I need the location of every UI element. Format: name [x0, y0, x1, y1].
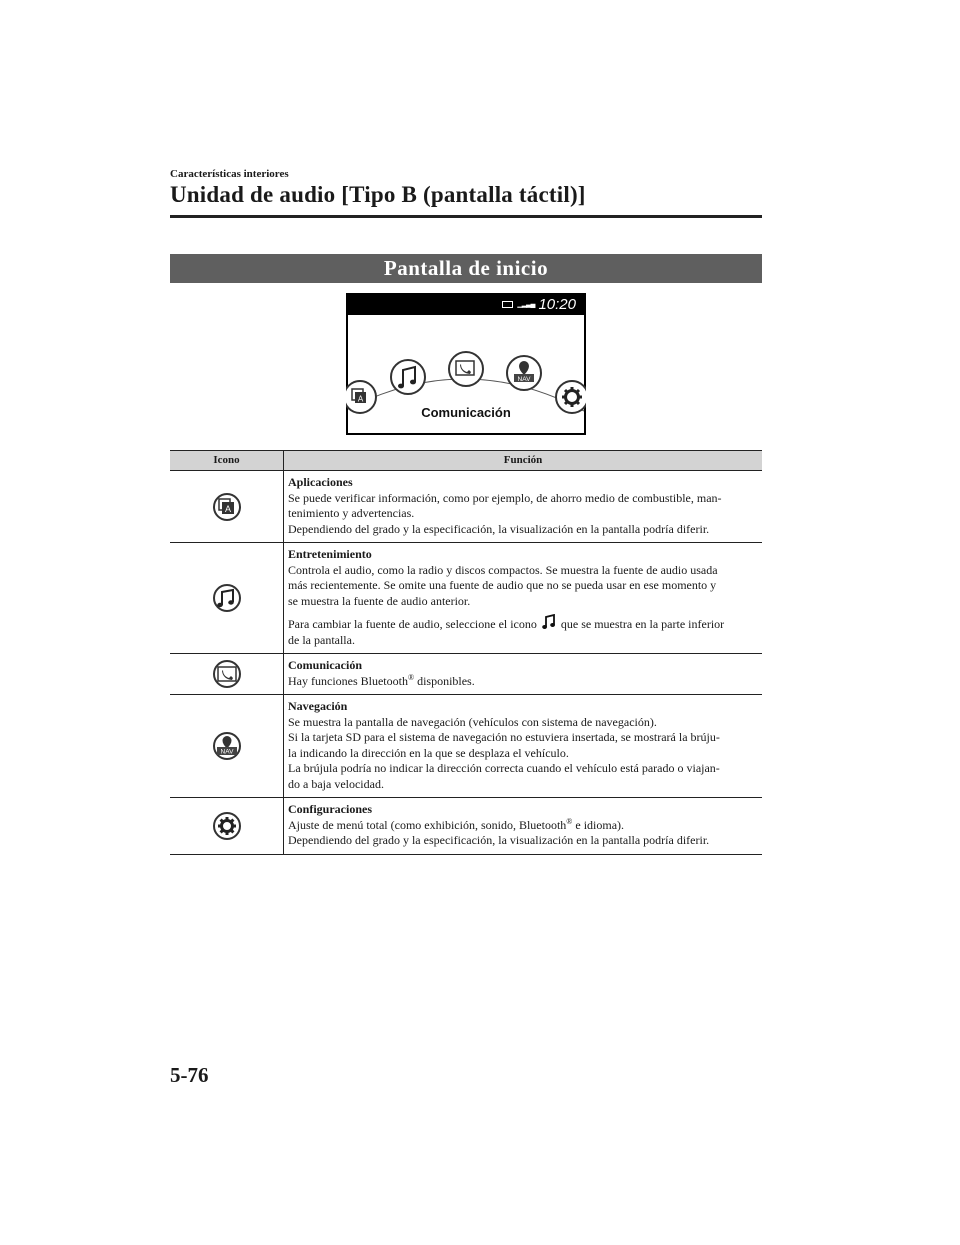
settings-gear-icon	[212, 811, 242, 841]
table-row	[170, 471, 762, 543]
navigation-icon	[212, 731, 242, 761]
description-cell	[284, 471, 763, 543]
text-line: Se puede verificar información, como por ejemplo, de ahorro medio de combustible, man-	[288, 490, 722, 505]
description-cell	[284, 654, 763, 695]
text-fragment: Hay funciones Bluetooth	[288, 673, 408, 688]
svg-text:A: A	[357, 394, 364, 404]
music-note-icon	[391, 360, 425, 394]
table-row	[170, 543, 762, 654]
phone-icon	[449, 352, 483, 386]
title-rule	[170, 215, 762, 218]
icon-cell	[170, 471, 284, 543]
text-line: se muestra la fuente de audio anterior.	[288, 593, 471, 608]
registered-mark: ®	[407, 672, 415, 682]
text-line: tenimiento y advertencias.	[288, 506, 415, 520]
screen-caption: Comunicación	[421, 405, 511, 420]
note-text: Para cambiar la fuente de audio, seleccione el icono	[288, 617, 537, 631]
text-line: Dependiendo del grado y la especificación, la visualización en la pantalla podría diferir.	[288, 521, 710, 536]
note-text: de la pantalla.	[288, 632, 355, 647]
row-title: Comunicación	[288, 658, 363, 672]
text-line	[288, 674, 758, 690]
table-row	[170, 695, 762, 798]
description-cell	[284, 543, 763, 654]
music-note-icon	[212, 583, 242, 613]
svg-text:A: A	[224, 503, 231, 514]
row-title: Configuraciones	[288, 802, 372, 816]
section-label: Características interiores	[170, 168, 289, 180]
text-fragment: Ajuste de menú total (como exhibición, sonido, Bluetooth	[288, 817, 567, 832]
note-paragraph	[288, 614, 758, 648]
page-number: 5-76	[170, 1063, 209, 1087]
column-header-icon: Icono	[170, 451, 284, 471]
svg-text:NAV: NAV	[220, 748, 233, 756]
row-title: Entretenimiento	[288, 547, 372, 561]
page-title: Unidad de audio [Tipo B (pantalla táctil)]	[170, 182, 586, 207]
clock-time: 10:20	[538, 295, 576, 313]
row-title: Navegación	[288, 699, 348, 713]
icon-cell	[170, 543, 284, 654]
text-line: Controla el audio, como la radio y discos compactos. Se muestra la fuente de audio usada	[288, 562, 718, 577]
function-table	[170, 450, 762, 855]
music-note-icon	[542, 614, 556, 630]
text-line: la indicando la dirección en la que se desplaza el vehículo.	[288, 745, 569, 760]
text-line: más recientemente. Se omite una fuente de audio que no se pueda usar en ese momento y	[288, 578, 717, 592]
svg-text:NAV: NAV	[517, 376, 531, 383]
icon-cell	[170, 798, 284, 855]
text-fragment: disponibles.	[414, 673, 475, 688]
column-header-function: Función	[284, 451, 763, 471]
text-line: Si la tarjeta SD para el sistema de navegación no estuviera insertada, se mostrará la brúju-	[288, 730, 720, 744]
text-line	[288, 818, 758, 834]
navigation-icon	[507, 356, 541, 390]
note-text: que se muestra en la parte inferior	[560, 617, 725, 631]
text-line: La brújula podría no indicar la dirección correcta cuando el vehículo está parado o viajan-	[288, 761, 720, 775]
row-title: Aplicaciones	[288, 475, 353, 489]
table-row	[170, 654, 762, 695]
home-screen-illustration	[346, 293, 586, 435]
apps-icon	[212, 492, 242, 522]
icon-cell	[170, 654, 284, 695]
text-fragment: e idioma).	[572, 817, 625, 832]
section-banner: Pantalla de inicio	[170, 254, 762, 283]
description-cell	[284, 695, 763, 798]
phone-icon	[212, 659, 242, 689]
description-cell	[284, 798, 763, 855]
table-header-row	[170, 451, 762, 471]
icon-cell	[170, 695, 284, 798]
text-line: Dependiendo del grado y la especificación, la visualización en la pantalla podría diferir.	[288, 833, 710, 847]
text-line: Se muestra la pantalla de navegación (vehículos con sistema de navegación).	[288, 714, 657, 729]
signal-icon: ▁▂▃▄	[517, 301, 535, 308]
text-line: do a baja velocidad.	[288, 776, 384, 791]
registered-mark: ®	[566, 816, 573, 826]
table-row	[170, 798, 762, 855]
